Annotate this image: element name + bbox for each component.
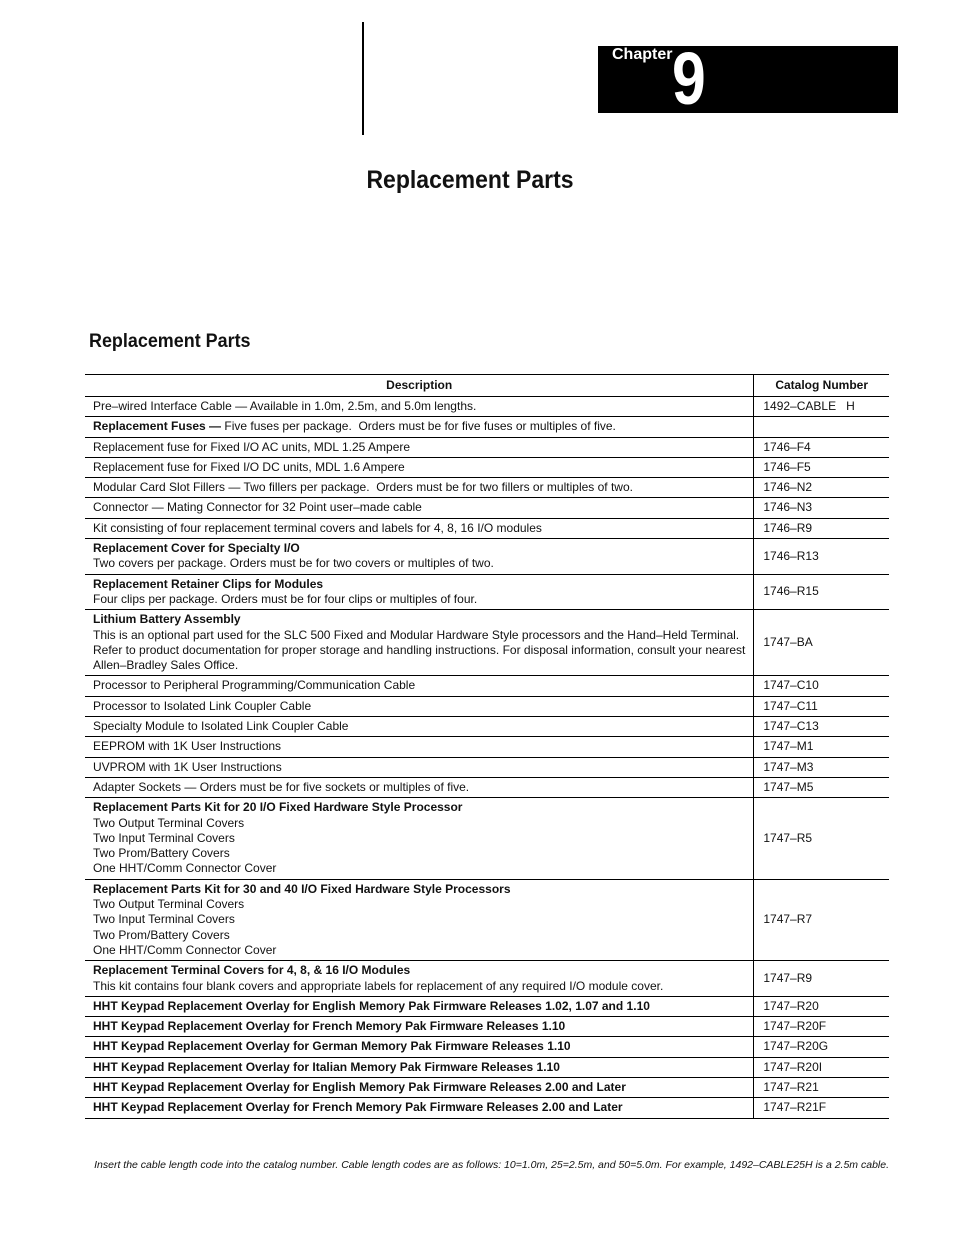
catalog-number: 1747–M5 [754,777,889,797]
part-description [85,879,754,960]
table-row [85,518,889,538]
part-text: Pre–wired Interface Cable — Available in 1.0m, 2.5m, and 5.0m lengths. [93,399,477,413]
catalog-number: 1747–R7 [754,879,889,960]
part-description [85,1017,754,1037]
catalog-number: 1747–R20 [754,996,889,1016]
header-catalog-number: Catalog Number [754,375,889,397]
part-title: HHT Keypad Replacement Overlay for Italian Memory Pak Firmware Releases 1.10 [93,1059,560,1074]
part-description [85,417,754,437]
part-detail-line: Two Prom/Battery Covers [93,927,230,942]
part-description [85,777,754,797]
part-title: Replacement Cover for Specialty I/O [93,541,300,556]
part-description [85,1037,754,1057]
part-title: HHT Keypad Replacement Overlay for English Memory Pak Firmware Releases 1.02, 1.07 and 1.10 [93,998,650,1013]
part-description [85,717,754,737]
chapter-number: 9 [672,37,706,120]
part-text: Connector — Mating Connector for 32 Point user–made cable [93,500,422,515]
part-title: HHT Keypad Replacement Overlay for French Memory Pak Firmware Releases 1.10 [93,1019,566,1034]
part-title: HHT Keypad Replacement Overlay for French Memory Pak Firmware Releases 2.00 and Later [93,1100,623,1115]
part-title: Replacement Parts Kit for 20 I/O Fixed Hardware Style Processor [93,800,463,815]
table-row [85,996,889,1016]
part-detail-line: This kit contains four blank covers and appropriate labels for replacement of any required I/O module cover. [93,978,664,993]
table-row [85,1037,889,1057]
part-text: Replacement fuse for Fixed I/O DC units, MDL 1.6 Ampere [93,459,405,474]
table-row [85,498,889,518]
table-row [85,539,889,575]
part-text: Specialty Module to Isolated Link Coupler Cable [93,719,349,734]
part-description [85,574,754,610]
margin-rule [362,22,364,135]
header-description: Description [85,375,754,397]
section-title: Replacement Parts [89,330,251,352]
catalog-number: 1747–BA [754,610,889,676]
part-text: UVPROM with 1K User Instructions [93,759,282,774]
part-description [85,478,754,498]
part-detail-line: Two Input Terminal Covers [93,830,235,845]
catalog-number: 1746–R15 [754,574,889,610]
part-title: Replacement Retainer Clips for Modules [93,576,324,591]
part-title: Replacement Terminal Covers for 4, 8, & 16 I/O Modules [93,963,411,978]
part-title: HHT Keypad Replacement Overlay for English Memory Pak Firmware Releases 2.00 and Later [93,1079,626,1094]
catalog-number: 1746–R13 [754,539,889,575]
part-text: Replacement fuse for Fixed I/O AC units, MDL 1.25 Ampere [93,439,411,454]
part-text: EEPROM with 1K User Instructions [93,739,282,754]
part-description [85,757,754,777]
chapter-label: Chapter [612,46,673,63]
part-description [85,798,754,879]
table-row [85,417,889,437]
table-row [85,961,889,997]
part-detail-line: Two covers per package. Orders must be for two covers or multiples of two. [93,556,494,571]
table-row [85,437,889,457]
table-row [85,737,889,757]
catalog-number: 1747–M1 [754,737,889,757]
catalog-number: 1747–R20G [754,1037,889,1057]
part-description [85,498,754,518]
part-description [85,437,754,457]
part-detail-line: One HHT/Comm Connector Cover [93,861,277,876]
part-description [85,539,754,575]
catalog-number [754,417,889,437]
chapter-tab [598,37,898,120]
catalog-number: 1746–R9 [754,518,889,538]
catalog-number: 1747–R21 [754,1077,889,1097]
part-detail-line: This is an optional part used for the SLC 500 Fixed and Modular Hardware Style processors and the Hand–Held Terminal. [93,627,740,642]
catalog-number: 1746–F4 [754,437,889,457]
table-row [85,757,889,777]
part-description [85,397,754,417]
catalog-number: 1747–R5 [754,798,889,879]
table-row [85,478,889,498]
table-row [85,1077,889,1097]
catalog-number: 1747–R20F [754,1017,889,1037]
table-header-row [85,375,889,397]
table-row [85,574,889,610]
catalog-number: 1747–C13 [754,717,889,737]
part-title: Replacement Fuses — [93,419,222,434]
part-title: Lithium Battery Assembly [93,612,241,627]
part-description [85,518,754,538]
page-title: Replacement Parts [366,166,574,194]
part-detail-line: Refer to product documentation for proper storage and handling instructions. For disposal information, consult your nearest [93,642,746,657]
catalog-number: 1746–N3 [754,498,889,518]
part-title: HHT Keypad Replacement Overlay for German Memory Pak Firmware Releases 1.10 [93,1039,571,1054]
part-description [85,737,754,757]
catalog-number: 1747–R9 [754,961,889,997]
table-body [85,397,889,1119]
part-detail-line: Allen–Bradley Sales Office. [93,658,239,673]
footnote: Insert the cable length code into the catalog number. Cable length codes are as follows: 10=1.0m, 25=2.5m, and 50=5.0m. For example, 1492–CABLE25H is a 2.5m cable. [94,1159,889,1171]
part-detail-line: Four clips per package. Orders must be for four clips or multiples of four. [93,591,478,606]
table-row [85,1057,889,1077]
catalog-number: 1747–C11 [754,696,889,716]
table-row [85,879,889,960]
catalog-number: 1492–CABLE H [754,397,889,417]
table-row [85,717,889,737]
part-description [85,610,754,676]
part-description [85,1077,754,1097]
part-detail-line: Two Prom/Battery Covers [93,846,230,861]
part-description [85,457,754,477]
table-row [85,1017,889,1037]
part-title: Replacement Parts Kit for 30 and 40 I/O Fixed Hardware Style Processors [93,881,511,896]
part-description [85,961,754,997]
part-detail-line: Two Output Terminal Covers [93,815,245,830]
catalog-number: 1746–N2 [754,478,889,498]
table-row [85,777,889,797]
table-row [85,1098,889,1118]
table-row [85,798,889,879]
table-row [85,676,889,696]
replacement-parts-table [85,374,889,1119]
table-row [85,610,889,676]
catalog-number: 1747–R20I [754,1057,889,1077]
part-detail-line: Two Output Terminal Covers [93,897,245,912]
part-text: Adapter Sockets — Orders must be for five sockets or multiples of five. [93,779,470,794]
part-detail-line: Two Input Terminal Covers [93,912,235,927]
catalog-number: 1746–F5 [754,457,889,477]
table-row [85,696,889,716]
part-text: Five fuses per package. Orders must be for five fuses or multiples of five. [221,419,616,434]
part-description [85,1098,754,1118]
part-description [85,996,754,1016]
part-detail-line: One HHT/Comm Connector Cover [93,942,277,957]
part-text: Processor to Peripheral Programming/Communication Cable [93,678,416,693]
part-text: Processor to Isolated Link Coupler Cable [93,698,312,713]
part-description [85,1057,754,1077]
table-row [85,457,889,477]
part-text: Modular Card Slot Fillers — Two fillers per package. Orders must be for two fillers or multiples of two. [93,480,633,495]
part-description [85,696,754,716]
table-row [85,397,889,417]
part-description [85,676,754,696]
part-text: Kit consisting of four replacement terminal covers and labels for 4, 8, 16 I/O modules [93,520,542,535]
catalog-number: 1747–M3 [754,757,889,777]
catalog-number: 1747–R21F [754,1098,889,1118]
catalog-number: 1747–C10 [754,676,889,696]
